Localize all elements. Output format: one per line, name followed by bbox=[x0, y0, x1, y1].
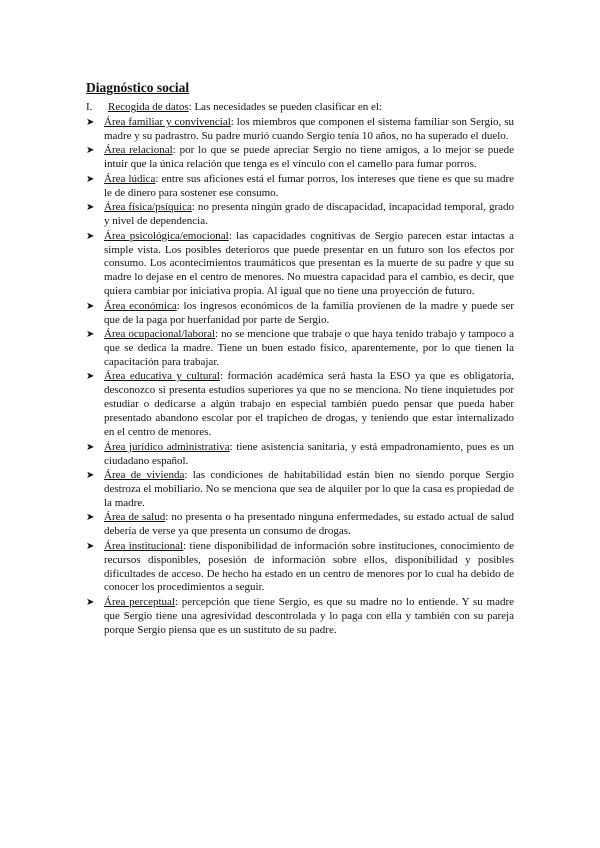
arrow-bullet-icon: ➤ bbox=[86, 173, 95, 185]
list-item bbox=[86, 116, 514, 144]
arrow-bullet-icon: ➤ bbox=[86, 371, 95, 383]
area-text: : tiene asistencia sanitaria, y está empadronamiento, pues es un ciudadano español. bbox=[104, 440, 514, 467]
section-number: I. bbox=[86, 101, 93, 113]
area-label: Área de salud bbox=[104, 511, 166, 524]
area-label: Área de vivienda bbox=[104, 469, 185, 481]
area-label: Área ocupacional/laboral bbox=[104, 328, 216, 341]
arrow-bullet-icon: ➤ bbox=[86, 540, 95, 552]
list-item bbox=[86, 230, 514, 300]
list-item bbox=[86, 511, 514, 539]
list-item bbox=[86, 173, 514, 201]
area-text: : percepción que tiene Sergio, es que su madre no lo entiende. Y su madre que Sergio tiene una agresividad descontrolada y lo paga con ella y también con su pareja porque Sergio piensa que es un sustituto de su padre. bbox=[104, 595, 514, 636]
area-list bbox=[86, 116, 514, 638]
arrow-bullet-icon: ➤ bbox=[86, 202, 95, 214]
arrow-bullet-icon: ➤ bbox=[86, 441, 95, 453]
list-item bbox=[86, 370, 514, 440]
area-text: : no presenta ningún grado de discapacidad, incapacidad temporal, grado y nivel de dependencia. bbox=[104, 201, 514, 228]
area-text: : no se mencione que trabaje o que haya tenido trabajo y tampoco a que se dedica la madre. Tiene un buen estado físico, aparentemente, por lo que tienen la capacitación para trabajar. bbox=[104, 328, 514, 368]
area-text: : las capacidades cognitivas de Sergio parecen estar intactas a simple vista. Los posibles deterioros que puede presentar en un futuro son los efectos por consumo. Los acontecimientos traumáticos que presentan es la muerte de su padre y que su madre lo dejase en el centro de menores. No muestra capacidad para el cambio, es decir, que quiera cambiar por iniciativa propia. Al igual que no tiene una proyección de futuro. bbox=[104, 229, 514, 298]
area-label: Área lúdica bbox=[104, 172, 156, 185]
area-text: : por lo que se puede apreciar Sergio no tiene amigos, a lo mejor se puede intuir que la única relación que tenga es el vínculo con el camello para fumar porros. bbox=[104, 144, 515, 171]
area-text: : las condiciones de habitabilidad están bien no siendo porque Sergio destroza el mobiliario. No se menciona que sea de alquiler por lo que la casa es propiedad de la madre. bbox=[104, 469, 514, 509]
area-text: : formación académica será hasta la ESO ya que es obligatoria, desconozco si presenta estudios superiores ya que no se menciona. No tiene inquietudes por estudiar o dedicarse a algún trabajo en especial también puedo pensar que pueda haber presentado abandono escolar por el trapicheo de drogas, y teniendo que estar internalizado en el centro de menores. bbox=[104, 370, 515, 439]
area-label: Área psicológica/emocional bbox=[104, 229, 229, 242]
area-label: Área institucional bbox=[104, 539, 184, 552]
area-label: Área educativa y cultural bbox=[104, 370, 220, 383]
area-label: Área económica bbox=[104, 299, 177, 312]
area-text: : los miembros que componen el sistema familiar son Sergio, su madre y su padrastro. Su padre murió cuando Sergio tenía 10 años, no ha superado el duelo. bbox=[104, 116, 515, 142]
list-item bbox=[86, 441, 514, 469]
arrow-bullet-icon: ➤ bbox=[86, 470, 95, 481]
area-text: : los ingresos económicos de la familia provienen de la madre y puede ser que de la paga por huerfanidad por parte de Sergio. bbox=[104, 299, 514, 326]
page-title: Diagnóstico social bbox=[86, 80, 190, 95]
list-item bbox=[86, 144, 514, 172]
section-text: : Las necesidades se pueden clasificar en el: bbox=[188, 101, 382, 113]
list-item bbox=[86, 201, 514, 229]
arrow-bullet-icon: ➤ bbox=[86, 512, 95, 524]
list-item bbox=[86, 469, 514, 511]
area-label: Área relacional bbox=[104, 144, 173, 157]
arrow-bullet-icon: ➤ bbox=[86, 329, 95, 341]
section-heading bbox=[86, 100, 514, 114]
arrow-bullet-icon: ➤ bbox=[86, 230, 95, 242]
arrow-bullet-icon: ➤ bbox=[86, 145, 95, 157]
area-label: Área perceptual bbox=[104, 595, 175, 608]
area-text: : entre sus aficiones está el fumar porros, los intereses que tiene es que su madre le de dinero para sostener ese consumo. bbox=[104, 172, 515, 199]
document-page bbox=[86, 80, 514, 638]
list-item bbox=[86, 596, 514, 638]
list-item bbox=[86, 300, 514, 328]
area-label: Área jurídico administrativa bbox=[104, 440, 230, 453]
area-text: : no presenta o ha presentado ninguna enfermedades, su estado actual de salud debería de verse ya que presenta un consumo de drogas. bbox=[104, 511, 514, 538]
section-label: Recogida de datos bbox=[108, 101, 189, 113]
area-label: Área familiar y convivencial bbox=[104, 116, 231, 128]
arrow-bullet-icon: ➤ bbox=[86, 596, 95, 608]
list-item bbox=[86, 328, 514, 370]
arrow-bullet-icon: ➤ bbox=[86, 117, 95, 128]
area-text: : tiene disponibilidad de información sobre instituciones, conocimiento de recursos disponibles, posesión de información sobre ellos, disponibilidad y posibles dificultades de acceso. De hecho ha estado en un centro de menores por lo cual ha debido de conocer los procedimientos a seguir. bbox=[104, 539, 514, 594]
arrow-bullet-icon: ➤ bbox=[86, 300, 95, 312]
area-label: Área física/psíquica bbox=[104, 201, 192, 214]
list-item bbox=[86, 540, 514, 596]
